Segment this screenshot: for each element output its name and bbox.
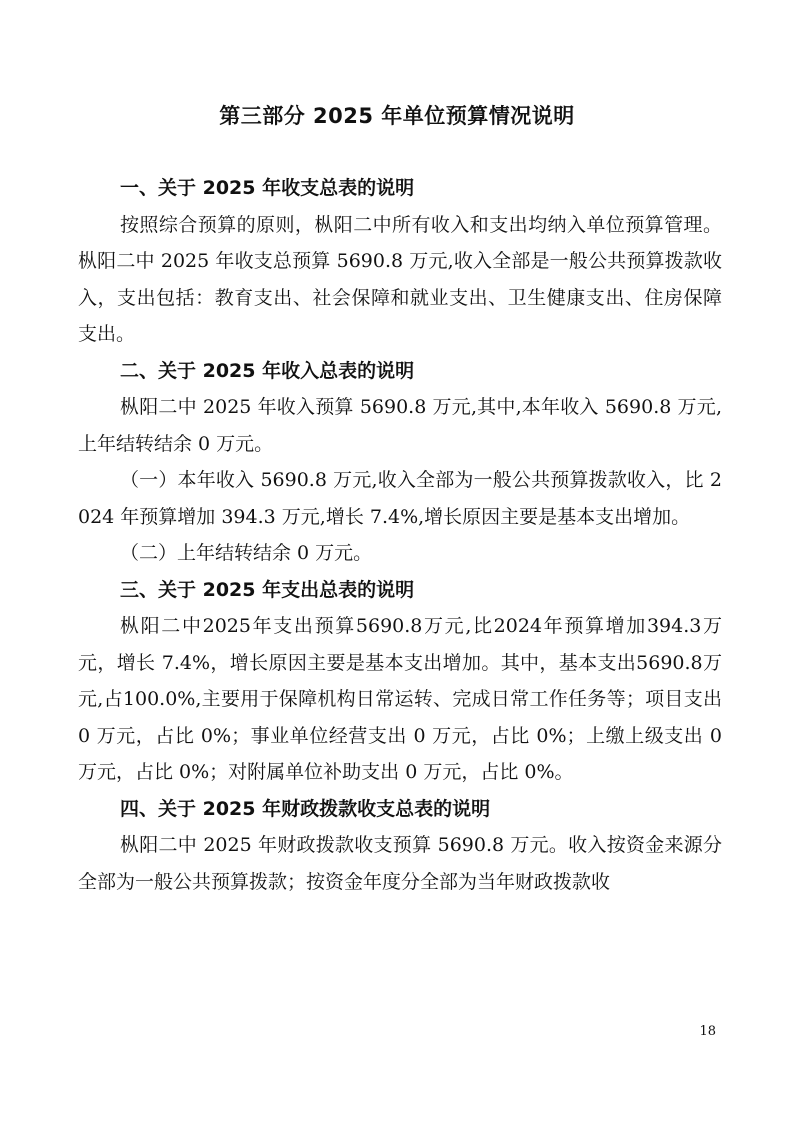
section-heading: 一、关于 2025 年收支总表的说明 (120, 177, 415, 199)
section-paragraph: 按照综合预算的原则，枞阳二中所有收入和支出均纳入单位预算管理。枞阳二中 2025 年收支总预算 5690.8 万元,收入全部是一般公共预算拨款收入，支出包括：教育支出、社会保障和就业支出、卫生健康支出、住房保障支出。 (78, 213, 722, 345)
section-2 (78, 353, 722, 572)
section-heading: 三、关于 2025 年支出总表的说明 (120, 578, 415, 601)
section-1 (78, 170, 722, 353)
section-paragraph: 枞阳二中2025年支出预算5690.8万元,比2024年预算增加394.3万元，增长 7.4%，增长原因主要是基本支出增加。其中，基本支出5690.8万元,占100.0%,主要用于保障机构日常运转、完成日常工作任务等；项目支出 0 万元，占比 0%；事业单位经营支出 0 万元，占比 0%；上缴上级支出 0 万元，占比 0%；对附属单位补助支出 0 万元，占比 0%。 (78, 615, 722, 783)
section-heading: 二、关于 2025 年收入总表的说明 (120, 359, 415, 382)
page-title: 第三部分 2025 年单位预算情况说明 (219, 104, 575, 128)
section-paragraph: 枞阳二中 2025 年收入预算 5690.8 万元,其中,本年收入 5690.8 万元,上年结转结余 0 万元。 (78, 396, 722, 455)
section-4 (78, 791, 722, 901)
page-number: 18 (699, 1024, 716, 1039)
section-paragraph: （二）上年结转结余 0 万元。 (120, 542, 373, 564)
section-heading: 四、关于 2025 年财政拨款收支总表的说明 (120, 797, 491, 820)
section-3 (78, 572, 722, 791)
section-paragraph: （一）本年收入 5690.8 万元,收入全部为一般公共预算拨款收入，比 2024 年预算增加 394.3 万元,增长 7.4%,增长原因主要是基本支出增加。 (78, 469, 722, 528)
document-body (78, 170, 722, 900)
section-paragraph: 枞阳二中 2025 年财政拨款收支预算 5690.8 万元。收入按资金来源分全部为一般公共预算拨款；按资金年度分全部为当年财政拨款收 (78, 834, 722, 893)
